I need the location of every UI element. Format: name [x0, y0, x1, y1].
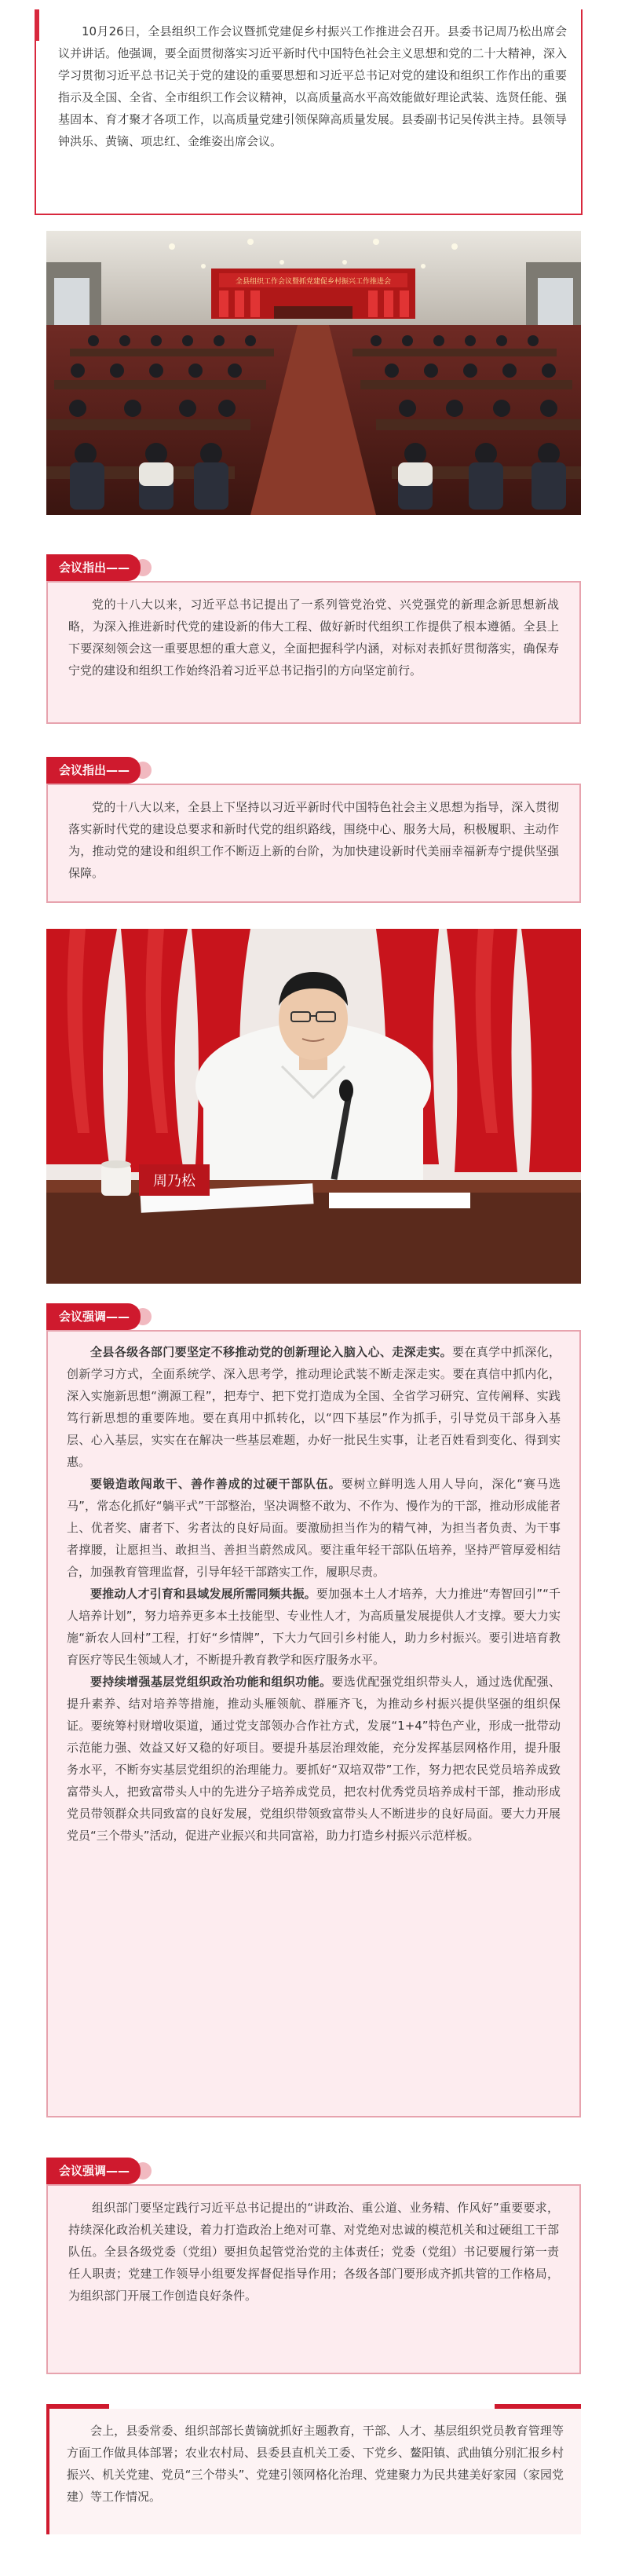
intro-box: [35, 9, 583, 215]
section2-text: 党的十八大以来，全县上下坚持以习近平新时代中国特色社会主义思想为指导，深入贯彻落实新时代党的建设总要求和新时代党的组织路线，围绕中心、服务大局，积极履职、主动作为，推动党的建设和组织工作不断迈上新的台阶，为加快建设新时代美丽幸福新寿宁提供坚强保障。: [68, 800, 559, 880]
section3-tag: 会议强调——: [46, 1303, 141, 1330]
meeting-hall-photo: [46, 231, 581, 515]
section2-tag: 会议指出——: [46, 757, 141, 784]
speaker-photo: [46, 929, 581, 1284]
section3-paragraph-1-lead: 全县各级各部门要坚定不移推动党的创新理论入脑入心、走深走实。: [90, 1345, 453, 1359]
section1-tag: 会议指出——: [46, 554, 141, 581]
section3-paragraph-2-lead: 要锻造敢闯敢干、善作善成的过硬干部队伍。: [90, 1477, 342, 1491]
section2-card: [46, 784, 581, 903]
section4-tag: 会议强调——: [46, 2158, 141, 2184]
section3-paragraph-2-body: 要树立鲜明选人用人导向，深化“赛马选马”，常态化抓好“躺平式”干部整治，坚决调整不敢为、不作为、慢作为的干部，推动形成能者上、优者奖、庸者下、劣者汰的良好局面。要激励担当作为的精气神，为担当者负责、为干事者撑腰，让愿担当、敢担当、善担当蔚然成风。要注重年轻干部队伍培养，坚持严管厚爱相结合，加强教育管理监督，引导年轻干部踏实工作，履职尽责。: [67, 1477, 561, 1579]
section3-paragraph-3: [67, 1583, 561, 1671]
section4-text: 组织部门要坚定践行习近平总书记提出的“讲政治、重公道、业务精、作风好”重要要求，持续深化政治机关建设，着力打造政治上绝对可靠、对党绝对忠诚的模范机关和过硬组工干部队伍。全县各级党委（党组）要担负起管党治党的主体责任；党委（党组）书记要履行第一责任人职责；党建工作领导小组要发挥督促指导作用；各级各部门要形成齐抓共管的工作格局，为组织部门开展工作创造良好条件。: [68, 2201, 559, 2303]
closing-text: 会上，县委常委、组织部部长黄镝就抓好主题教育，干部、人才、基层组织党员教育管理等方面工作做具体部署；农业农村局、县委县直机关工委、下党乡、鳌阳镇、武曲镇分别汇报乡村振兴、机关党建、党员“三个带头”、党建引领网格化治理、党建聚力为民共建美好家园（家园党建）等工作情况。: [67, 2424, 564, 2504]
section1-text: 党的十八大以来，习近平总书记提出了一系列管党治党、兴党强党的新理念新思想新战略，为深入推进新时代党的建设新的伟大工程、做好新时代组织工作提供了根本遵循。全县上下要深刻领会这一重要思想的重大意义，全面把握科学内涵，对标对表抓好贯彻落实，确保寿宁党的建设和组织工作始终沿着习近平总书记指引的方向坚定前行。: [68, 597, 559, 678]
section3-paragraph-1-body: 要在真学中抓深化，创新学习方式，全面系统学、深入思考学，推动理论武装不断走深走实。要在真信中抓内化，深入实施新思想“溯源工程”，把寿宁、把下党打造成为全国、全省学习研究、宣传阐释、实践笃行新思想的重要阵地。要在真用中抓转化，以“四下基层”作为抓手，引导党员干部身入基层、心入基层，实实在在解决一些基层难题，办好一批民生实事，让老百姓看到变化、得到实惠。: [67, 1345, 561, 1469]
section3-paragraph-3-body: 要加强本土人才培养，大力推进“寿智回引”“千人培养计划”，努力培养更多本土技能型、专业性人才，为高质量发展提供人才支撑。要大力实施“新农人回村”工程，打好“乡情牌”，下大力气回引乡村能人，助力乡村振兴。要引进培育教育医疗等民生领域人才，不断提升教育教学和医疗服务水平。: [67, 1587, 561, 1667]
section1-card: [46, 581, 581, 724]
nameplate-text: 周乃松: [153, 1173, 195, 1189]
section3-paragraph-3-lead: 要推动人才引育和县域发展所需同频共振。: [90, 1587, 316, 1601]
section3-paragraph-1: [67, 1341, 561, 1473]
section3-paragraph-4-body: 要选优配强党组织带头人，通过选优配强、提升素养、结对培养等措施，推动头雁领航、群雁齐飞，为推动乡村振兴提供坚强的组织保证。要统筹村财增收渠道，通过党支部领办合作社方式，发展“1+4”特色产业，形成一批带动示范能力强、效益又好又稳的好项目。要提升基层治理效能，充分发挥基层网格作用，提升服务水平，不断夯实基层党组织的治理能力。要抓好“双培双带”工作，努力把农民党员培养成致富带头人，把致富带头人中的先进分子培养成党员，把农村优秀党员培养成村干部，推动形成党员带领群众共同致富的良好发展，党组织带领致富带头人不断进步的良好局面。要大力开展党员“三个带头”活动，促进产业振兴和共同富裕，助力打造乡村振兴示范样板。: [67, 1675, 561, 1843]
section3-paragraph-2: [67, 1473, 561, 1583]
section4-card: [46, 2184, 581, 2374]
closing-box: [46, 2409, 581, 2534]
intro-text: 10月26日，全县组织工作会议暨抓党建促乡村振兴工作推进会召开。县委书记周乃松出席会议并讲话。他强调，要全面贯彻落实习近平新时代中国特色社会主义思想和党的二十大精神，深入学习贯彻习近平总书记关于党的建设的重要思想和习近平总书记对党的建设和组织工作作出的重要指示及全国、全省、全市组织工作会议精神，以高质量高水平高效能做好理论武装、选贤任能、强基固本、育才聚才各项工作，以高质量党建引领保障高质量发展。县委副书记吴传洪主持。县领导钟洪乐、黄镝、项忠红、金维姿出席会议。: [58, 24, 567, 148]
section3-paragraph-4-lead: 要持续增强基层党组织政治功能和组织功能。: [90, 1675, 332, 1689]
speaker-image: [46, 929, 581, 1284]
meeting-hall-image: [46, 231, 581, 515]
section3-card: [46, 1330, 581, 2117]
stage-banner-text: 全县组织工作会议暨抓党建促乡村振兴工作推进会: [235, 278, 392, 286]
section3-paragraph-4: [67, 1671, 561, 1847]
